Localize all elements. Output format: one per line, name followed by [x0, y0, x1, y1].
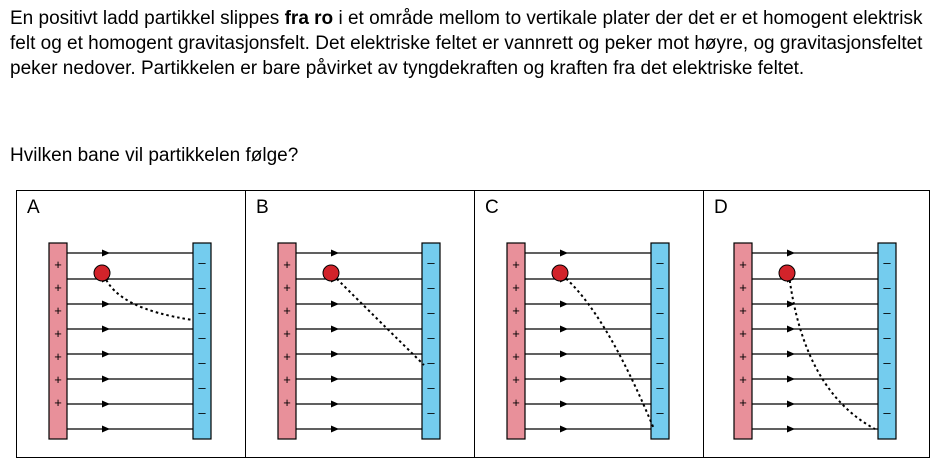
option-d[interactable]: [703, 191, 929, 457]
plus-sign: +: [512, 303, 520, 318]
minus-sign: –: [427, 255, 435, 270]
field-arrow: [787, 326, 795, 333]
plus-sign: +: [54, 326, 62, 341]
plus-sign: +: [739, 280, 747, 295]
plus-sign: +: [54, 372, 62, 387]
field-arrow: [787, 401, 795, 408]
minus-sign: –: [656, 330, 664, 345]
minus-sign: –: [656, 305, 664, 320]
field-arrow: [331, 376, 339, 383]
field-arrow: [102, 351, 110, 358]
plus-sign: +: [283, 349, 291, 364]
minus-sign: –: [883, 305, 891, 320]
field-arrow: [102, 401, 110, 408]
particle: [779, 265, 795, 281]
plus-sign: +: [739, 349, 747, 364]
plus-sign: +: [739, 303, 747, 318]
minus-sign: –: [883, 330, 891, 345]
minus-sign: –: [427, 380, 435, 395]
plus-sign: +: [512, 257, 520, 272]
particle-path: [789, 275, 875, 429]
field-arrow: [560, 301, 568, 308]
plus-sign: +: [283, 372, 291, 387]
option-c-diagram: [475, 191, 704, 459]
plus-sign: +: [54, 395, 62, 410]
plus-sign: +: [739, 395, 747, 410]
field-arrow: [787, 426, 795, 433]
field-arrow: [787, 250, 795, 257]
diagram-group: [49, 243, 211, 439]
question-text: [10, 6, 930, 81]
field-arrow: [331, 301, 339, 308]
particle: [323, 265, 339, 281]
option-d-diagram: [704, 191, 930, 459]
plus-sign: +: [283, 303, 291, 318]
minus-sign: –: [198, 380, 206, 395]
plus-sign: +: [54, 349, 62, 364]
plus-sign: +: [54, 257, 62, 272]
minus-sign: –: [427, 355, 435, 370]
plus-sign: +: [54, 280, 62, 295]
field-arrow: [331, 401, 339, 408]
plus-sign: +: [512, 372, 520, 387]
particle: [94, 265, 110, 281]
field-arrow: [102, 426, 110, 433]
question-bold: fra ro: [284, 8, 334, 29]
minus-sign: –: [198, 330, 206, 345]
minus-sign: –: [427, 330, 435, 345]
option-b-diagram: [246, 191, 475, 459]
minus-sign: –: [198, 255, 206, 270]
particle-path: [104, 275, 193, 320]
field-arrow: [102, 326, 110, 333]
option-b-letter: B: [256, 197, 269, 218]
diagram-group: [278, 243, 440, 439]
question-part1: En positivt ladd partikkel slippes: [10, 8, 285, 29]
plus-sign: +: [512, 349, 520, 364]
field-arrow: [102, 376, 110, 383]
minus-sign: –: [198, 305, 206, 320]
field-arrow: [787, 351, 795, 358]
minus-sign: –: [427, 305, 435, 320]
minus-sign: –: [427, 405, 435, 420]
plus-sign: +: [512, 395, 520, 410]
option-b[interactable]: [245, 191, 474, 457]
minus-sign: –: [198, 280, 206, 295]
field-arrow: [560, 376, 568, 383]
diagram-group: [734, 243, 896, 439]
question-part2: i et område mellom to vertikale plater der det er et homogent elektrisk felt og et homogent gravitasjonsfelt. Det elektriske feltet er vannrett og peker mot høyre, og gravitasjonsfeltet peker nedover. Partikkelen er bare påvirket av tyngdekraften og kraften fra det elektriske feltet.: [10, 8, 923, 79]
diagram-group: [507, 243, 669, 439]
plus-sign: +: [512, 280, 520, 295]
minus-sign: –: [883, 380, 891, 395]
plus-sign: +: [512, 326, 520, 341]
field-arrow: [560, 401, 568, 408]
field-arrow: [560, 351, 568, 358]
minus-sign: –: [656, 355, 664, 370]
option-a[interactable]: [17, 191, 245, 457]
minus-sign: –: [656, 380, 664, 395]
minus-sign: –: [883, 255, 891, 270]
minus-sign: –: [198, 405, 206, 420]
field-arrow: [787, 376, 795, 383]
option-d-letter: D: [714, 197, 728, 218]
field-arrow: [331, 250, 339, 257]
question-prompt: Hvilken bane vil partikkelen følge?: [10, 145, 299, 166]
field-arrow: [560, 326, 568, 333]
plus-sign: +: [739, 326, 747, 341]
field-arrow: [560, 250, 568, 257]
plus-sign: +: [283, 280, 291, 295]
field-arrow: [331, 326, 339, 333]
field-arrow: [102, 250, 110, 257]
minus-sign: –: [883, 280, 891, 295]
minus-sign: –: [656, 255, 664, 270]
field-arrow: [331, 351, 339, 358]
plus-sign: +: [739, 257, 747, 272]
particle-path: [562, 275, 654, 429]
plus-sign: +: [283, 326, 291, 341]
minus-sign: –: [656, 405, 664, 420]
option-c[interactable]: [474, 191, 703, 457]
option-a-diagram: [17, 191, 245, 459]
minus-sign: –: [656, 280, 664, 295]
option-a-letter: A: [27, 197, 40, 218]
minus-sign: –: [427, 280, 435, 295]
plus-sign: +: [739, 372, 747, 387]
minus-sign: –: [883, 405, 891, 420]
field-arrow: [560, 426, 568, 433]
answer-options: [16, 190, 930, 458]
particle-path: [333, 275, 424, 365]
plus-sign: +: [283, 395, 291, 410]
minus-sign: –: [883, 355, 891, 370]
option-c-letter: C: [485, 197, 499, 218]
plus-sign: +: [54, 303, 62, 318]
field-arrow: [331, 426, 339, 433]
minus-sign: –: [198, 355, 206, 370]
plus-sign: +: [283, 257, 291, 272]
field-arrow: [102, 301, 110, 308]
particle: [552, 265, 568, 281]
